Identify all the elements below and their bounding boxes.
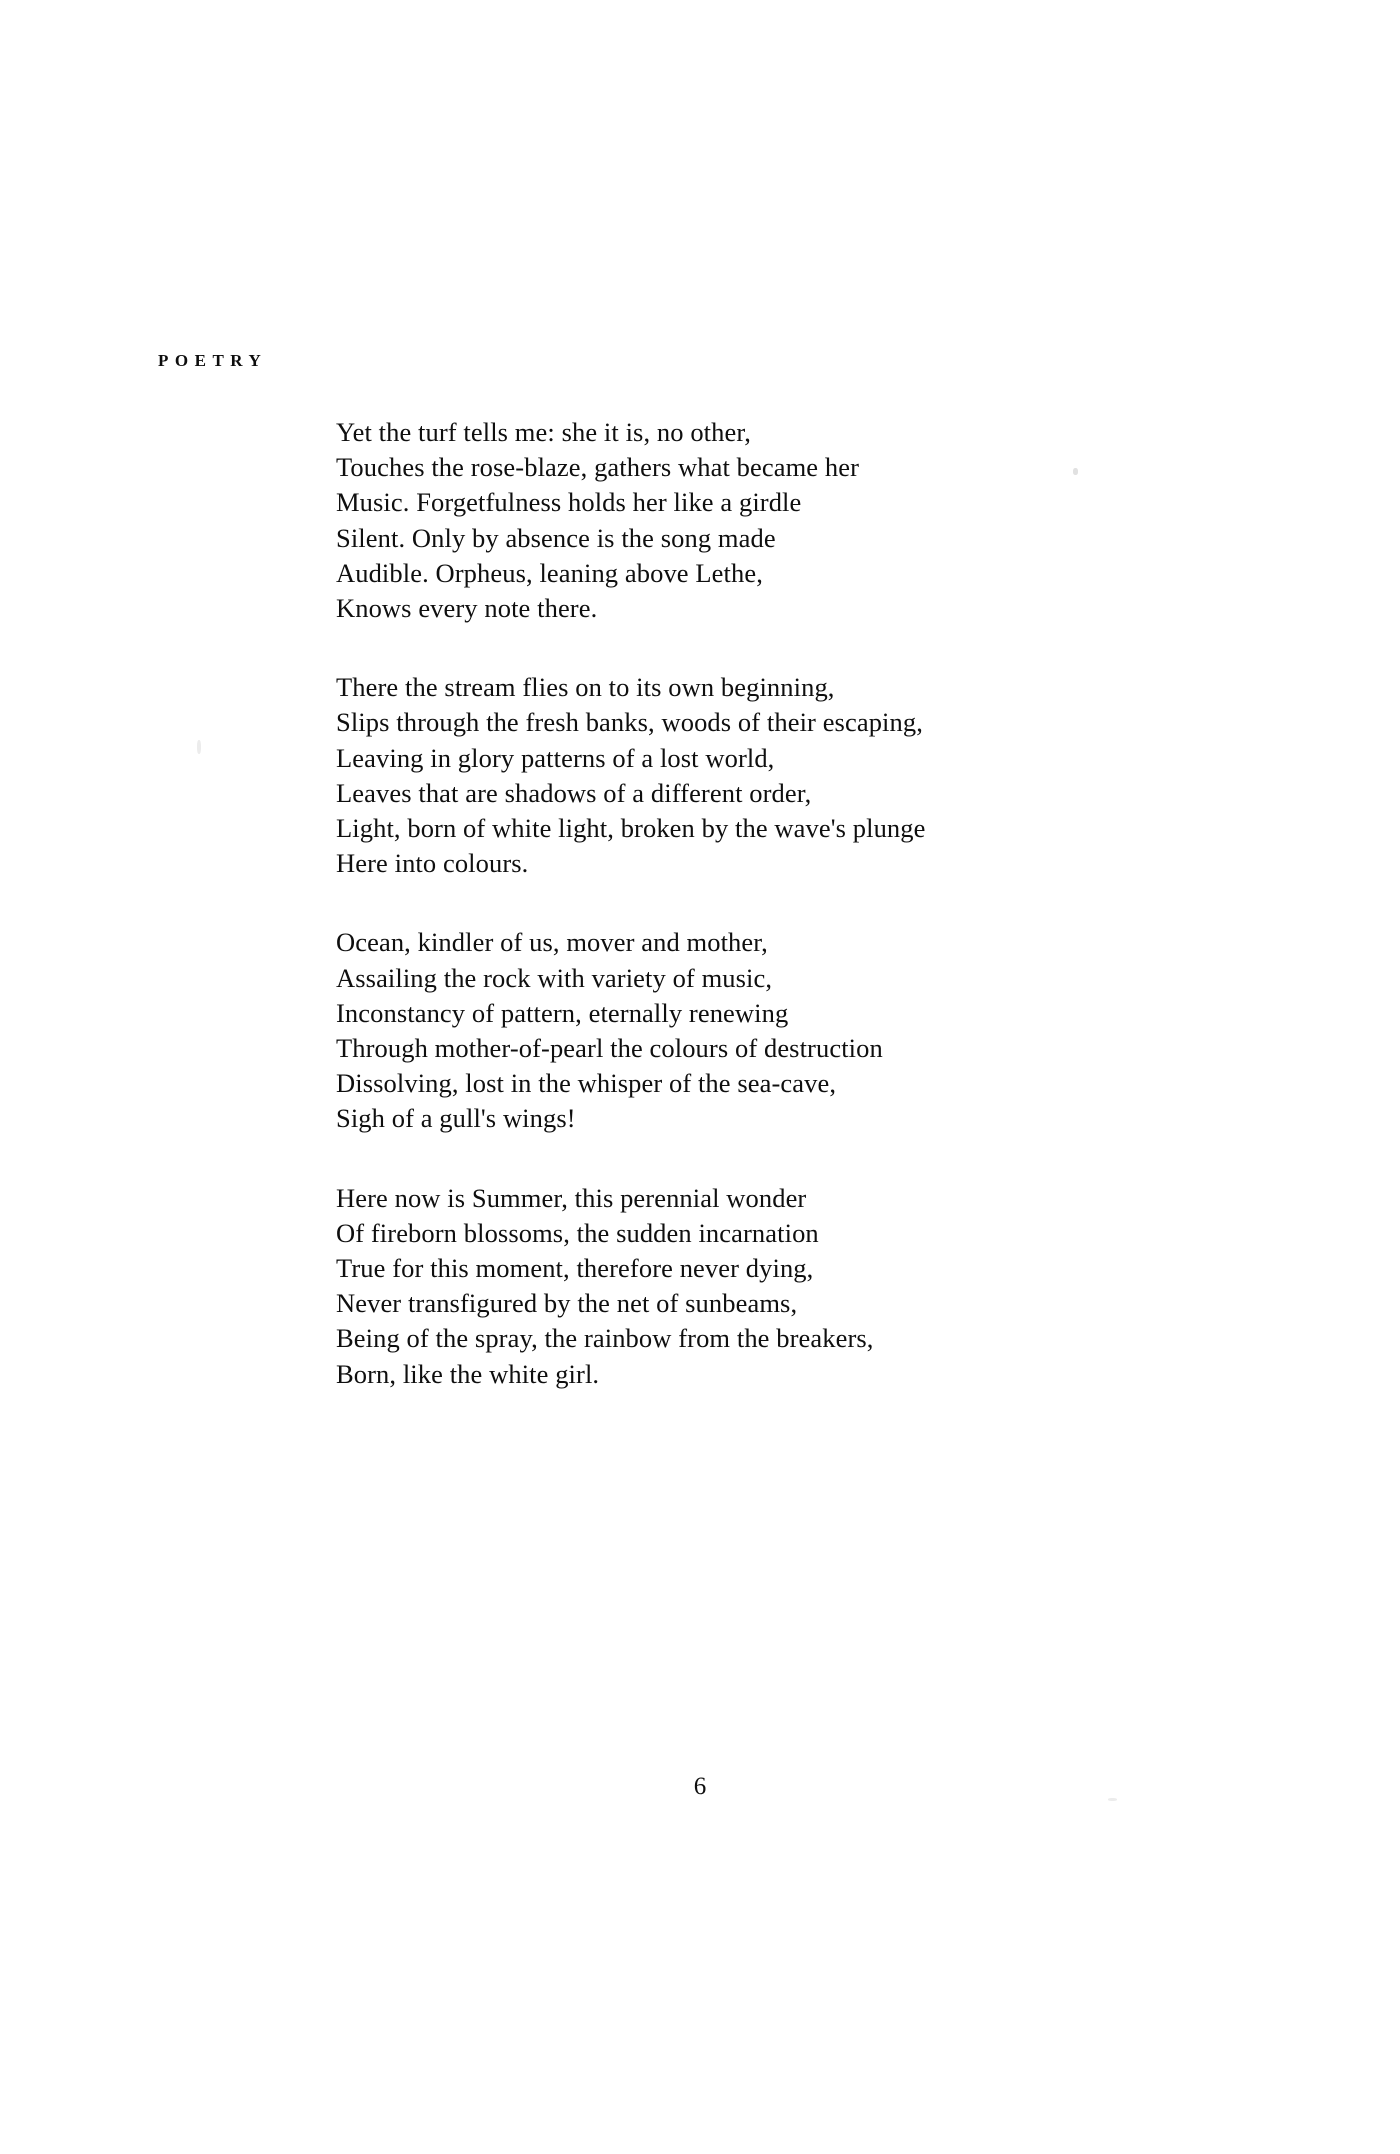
poem-line: Of fireborn blossoms, the sudden incarnation — [336, 1217, 819, 1248]
poem-line: Light, born of white light, broken by the wave's plunge — [336, 813, 926, 844]
stanza — [336, 1181, 1076, 1392]
poem-line: Knows every note there. — [336, 593, 598, 624]
poem-line: Music. Forgetfulness holds her like a girdle — [336, 487, 802, 518]
poem-line: Here into colours. — [336, 848, 529, 879]
stanza — [336, 925, 1076, 1136]
poem-line: Through mother-of-pearl the colours of destruction — [336, 1033, 883, 1064]
poem-line: Touches the rose-blaze, gathers what became her — [336, 452, 860, 483]
poem-line: Audible. Orpheus, leaning above Lethe, — [336, 557, 763, 588]
scan-speck — [1108, 1798, 1117, 1801]
poem-line: Never transfigured by the net of sunbeams, — [336, 1288, 798, 1319]
poem-line: Sigh of a gull's wings! — [336, 1103, 576, 1134]
poem-line: Leaves that are shadows of a different order, — [336, 777, 812, 808]
poem-line: True for this moment, therefore never dying, — [336, 1253, 814, 1284]
poem-body — [336, 415, 1076, 1392]
poem-line: Yet the turf tells me: she it is, no other, — [336, 417, 751, 447]
scan-speck — [197, 740, 201, 754]
poem-line: Slips through the fresh banks, woods of their escaping, — [336, 707, 923, 738]
poem-line: Born, like the white girl. — [336, 1358, 600, 1389]
poem-line: Here now is Summer, this perennial wonder — [336, 1182, 807, 1213]
poem-line: Silent. Only by absence is the song made — [336, 522, 776, 553]
poem-line: Being of the spray, the rainbow from the breakers, — [336, 1323, 874, 1354]
poem-line: Ocean, kindler of us, mover and mother, — [336, 927, 768, 958]
poem-line: Dissolving, lost in the whisper of the sea-cave, — [336, 1068, 837, 1099]
poem-line: Leaving in glory patterns of a lost world, — [336, 742, 775, 773]
poem-line: Assailing the rock with variety of music, — [336, 962, 773, 993]
poem-line: There the stream flies on to its own beginning, — [336, 672, 835, 703]
scan-speck — [1073, 468, 1078, 475]
running-head: POETRY — [158, 351, 268, 370]
page-number: 6 — [693, 1773, 707, 1800]
stanza — [336, 670, 1076, 881]
stanza — [336, 415, 1076, 626]
poem-line: Inconstancy of pattern, eternally renewing — [336, 997, 789, 1028]
